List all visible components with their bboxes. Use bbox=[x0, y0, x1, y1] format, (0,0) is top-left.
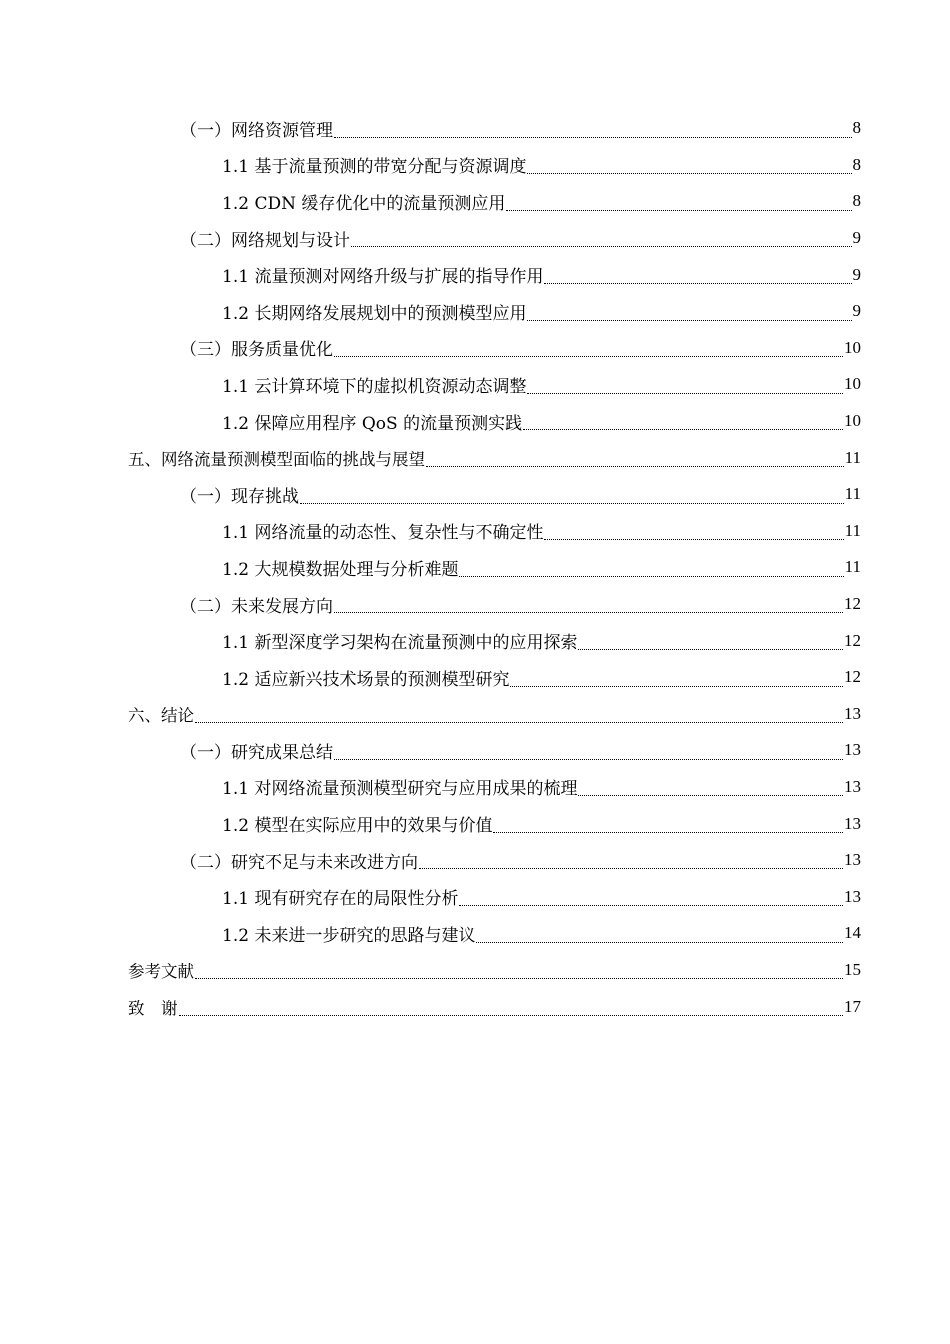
toc-page-number: 14 bbox=[844, 923, 861, 943]
toc-dot-leader bbox=[493, 832, 843, 833]
toc-dot-leader bbox=[544, 283, 851, 284]
toc-entry[interactable] bbox=[128, 330, 861, 367]
toc-dot-leader bbox=[459, 576, 843, 577]
toc-entry-title: （二）研究不足与未来改进方向 bbox=[180, 852, 418, 873]
toc-entry-title: 1.1 网络流量的动态性、复杂性与不确定性 bbox=[222, 523, 544, 544]
toc-dot-leader bbox=[179, 1015, 844, 1016]
toc-page-number: 10 bbox=[844, 374, 861, 394]
toc-entry-title: 1.1 基于流量预测的带宽分配与资源调度 bbox=[222, 157, 527, 178]
toc-page-number: 9 bbox=[852, 228, 861, 248]
toc-entry-title: 1.2 CDN 缓存优化中的流量预测应用 bbox=[222, 193, 506, 214]
toc-page-number: 11 bbox=[844, 484, 861, 504]
toc-entry-title: 1.2 大规模数据处理与分析难题 bbox=[222, 559, 459, 580]
toc-entry[interactable] bbox=[128, 220, 861, 257]
toc-entry-title: 五、网络流量预测模型面临的挑战与展望 bbox=[128, 449, 425, 469]
toc-page-number: 12 bbox=[844, 667, 861, 687]
toc-entry[interactable] bbox=[128, 878, 861, 915]
toc-entry-title: （二）未来发展方向 bbox=[180, 596, 333, 617]
toc-dot-leader bbox=[510, 686, 843, 687]
toc-entry[interactable] bbox=[128, 842, 861, 879]
toc-entry[interactable] bbox=[128, 805, 861, 842]
toc-dot-leader bbox=[419, 868, 843, 869]
toc-entry-title: 1.1 流量预测对网络升级与扩展的指导作用 bbox=[222, 267, 544, 288]
toc-entry[interactable] bbox=[128, 403, 861, 440]
toc-entry-title: 1.2 模型在实际应用中的效果与价值 bbox=[222, 816, 493, 837]
toc-page-number: 9 bbox=[852, 301, 861, 321]
toc-dot-leader bbox=[578, 795, 843, 796]
toc-entry-title: 参考文献 bbox=[128, 961, 194, 981]
toc-entry-title: 1.2 未来进一步研究的思路与建议 bbox=[222, 925, 476, 946]
toc-page-number: 13 bbox=[844, 850, 861, 870]
toc-entry[interactable] bbox=[128, 293, 861, 330]
toc-entry[interactable] bbox=[128, 439, 861, 476]
toc-entry[interactable] bbox=[128, 769, 861, 806]
toc-entry-title: 1.2 保障应用程序 QoS 的流量预测实践 bbox=[222, 413, 523, 434]
toc-page-number: 10 bbox=[844, 411, 861, 431]
toc-dot-leader bbox=[426, 466, 844, 467]
toc-entry-title: 1.2 适应新兴技术场景的预测模型研究 bbox=[222, 669, 510, 690]
toc-entry[interactable] bbox=[128, 476, 861, 513]
toc-entry[interactable] bbox=[128, 110, 861, 147]
toc-entry-title: 1.1 现有研究存在的局限性分析 bbox=[222, 889, 459, 910]
toc-page-number: 15 bbox=[844, 959, 861, 979]
toc-entry[interactable] bbox=[128, 952, 861, 989]
toc-entry[interactable] bbox=[128, 659, 861, 696]
toc-entry[interactable] bbox=[128, 988, 861, 1025]
toc-entry[interactable] bbox=[128, 366, 861, 403]
toc-dot-leader bbox=[195, 978, 843, 979]
toc-page-number: 17 bbox=[844, 996, 861, 1016]
toc-dot-leader bbox=[334, 356, 843, 357]
toc-dot-leader bbox=[578, 649, 843, 650]
toc-entry-title: 致 谢 bbox=[128, 998, 178, 1018]
toc-entry[interactable] bbox=[128, 147, 861, 184]
toc-page-number: 13 bbox=[844, 740, 861, 760]
toc-entry[interactable] bbox=[128, 915, 861, 952]
toc-page-number: 8 bbox=[852, 118, 861, 138]
toc-dot-leader bbox=[334, 759, 843, 760]
toc-page-number: 13 bbox=[844, 703, 861, 723]
toc-entry[interactable] bbox=[128, 256, 861, 293]
toc-dot-leader bbox=[523, 429, 843, 430]
toc-entry-title: （一）研究成果总结 bbox=[180, 742, 333, 763]
toc-entry[interactable] bbox=[128, 549, 861, 586]
toc-dot-leader bbox=[527, 393, 843, 394]
toc-page-number: 13 bbox=[844, 813, 861, 833]
toc-dot-leader bbox=[459, 905, 843, 906]
toc-entry[interactable] bbox=[128, 513, 861, 550]
toc-entry[interactable] bbox=[128, 586, 861, 623]
toc-dot-leader bbox=[195, 722, 843, 723]
toc-page-number: 11 bbox=[844, 447, 861, 467]
toc-entry-title: 1.2 长期网络发展规划中的预测模型应用 bbox=[222, 303, 527, 324]
toc-dot-leader bbox=[351, 246, 852, 247]
toc-entry-title: （二）网络规划与设计 bbox=[180, 230, 350, 251]
toc-page-number: 12 bbox=[844, 594, 861, 614]
toc-entry-title: 1.1 云计算环境下的虚拟机资源动态调整 bbox=[222, 376, 527, 397]
toc-dot-leader bbox=[300, 503, 844, 504]
toc-entry-title: 1.1 新型深度学习架构在流量预测中的应用探索 bbox=[222, 633, 578, 654]
toc-page-number: 8 bbox=[852, 154, 861, 174]
toc-dot-leader bbox=[476, 942, 843, 943]
toc-dot-leader bbox=[544, 539, 843, 540]
toc-entry-title: 六、结论 bbox=[128, 705, 194, 725]
toc-entry[interactable] bbox=[128, 183, 861, 220]
toc-dot-leader bbox=[527, 173, 851, 174]
toc-entry[interactable] bbox=[128, 622, 861, 659]
toc-page-number: 10 bbox=[844, 337, 861, 357]
toc-entry-title: （一）网络资源管理 bbox=[180, 120, 333, 141]
toc-page-number: 11 bbox=[844, 557, 861, 577]
toc-page-number: 9 bbox=[852, 264, 861, 284]
toc-dot-leader bbox=[506, 210, 851, 211]
toc-page-number: 11 bbox=[844, 520, 861, 540]
toc-dot-leader bbox=[527, 320, 851, 321]
toc-entry-title: （一）现存挑战 bbox=[180, 486, 299, 507]
toc-entry-title: （三）服务质量优化 bbox=[180, 340, 333, 361]
toc-dot-leader bbox=[334, 612, 843, 613]
toc-page-number: 13 bbox=[844, 776, 861, 796]
toc-entry-title: 1.1 对网络流量预测模型研究与应用成果的梳理 bbox=[222, 779, 578, 800]
toc-page-number: 13 bbox=[844, 886, 861, 906]
toc-dot-leader bbox=[334, 137, 852, 138]
toc-entry[interactable] bbox=[128, 696, 861, 733]
table-of-contents bbox=[128, 110, 861, 1025]
toc-entry[interactable] bbox=[128, 732, 861, 769]
toc-page-number: 12 bbox=[844, 630, 861, 650]
toc-page-number: 8 bbox=[852, 191, 861, 211]
